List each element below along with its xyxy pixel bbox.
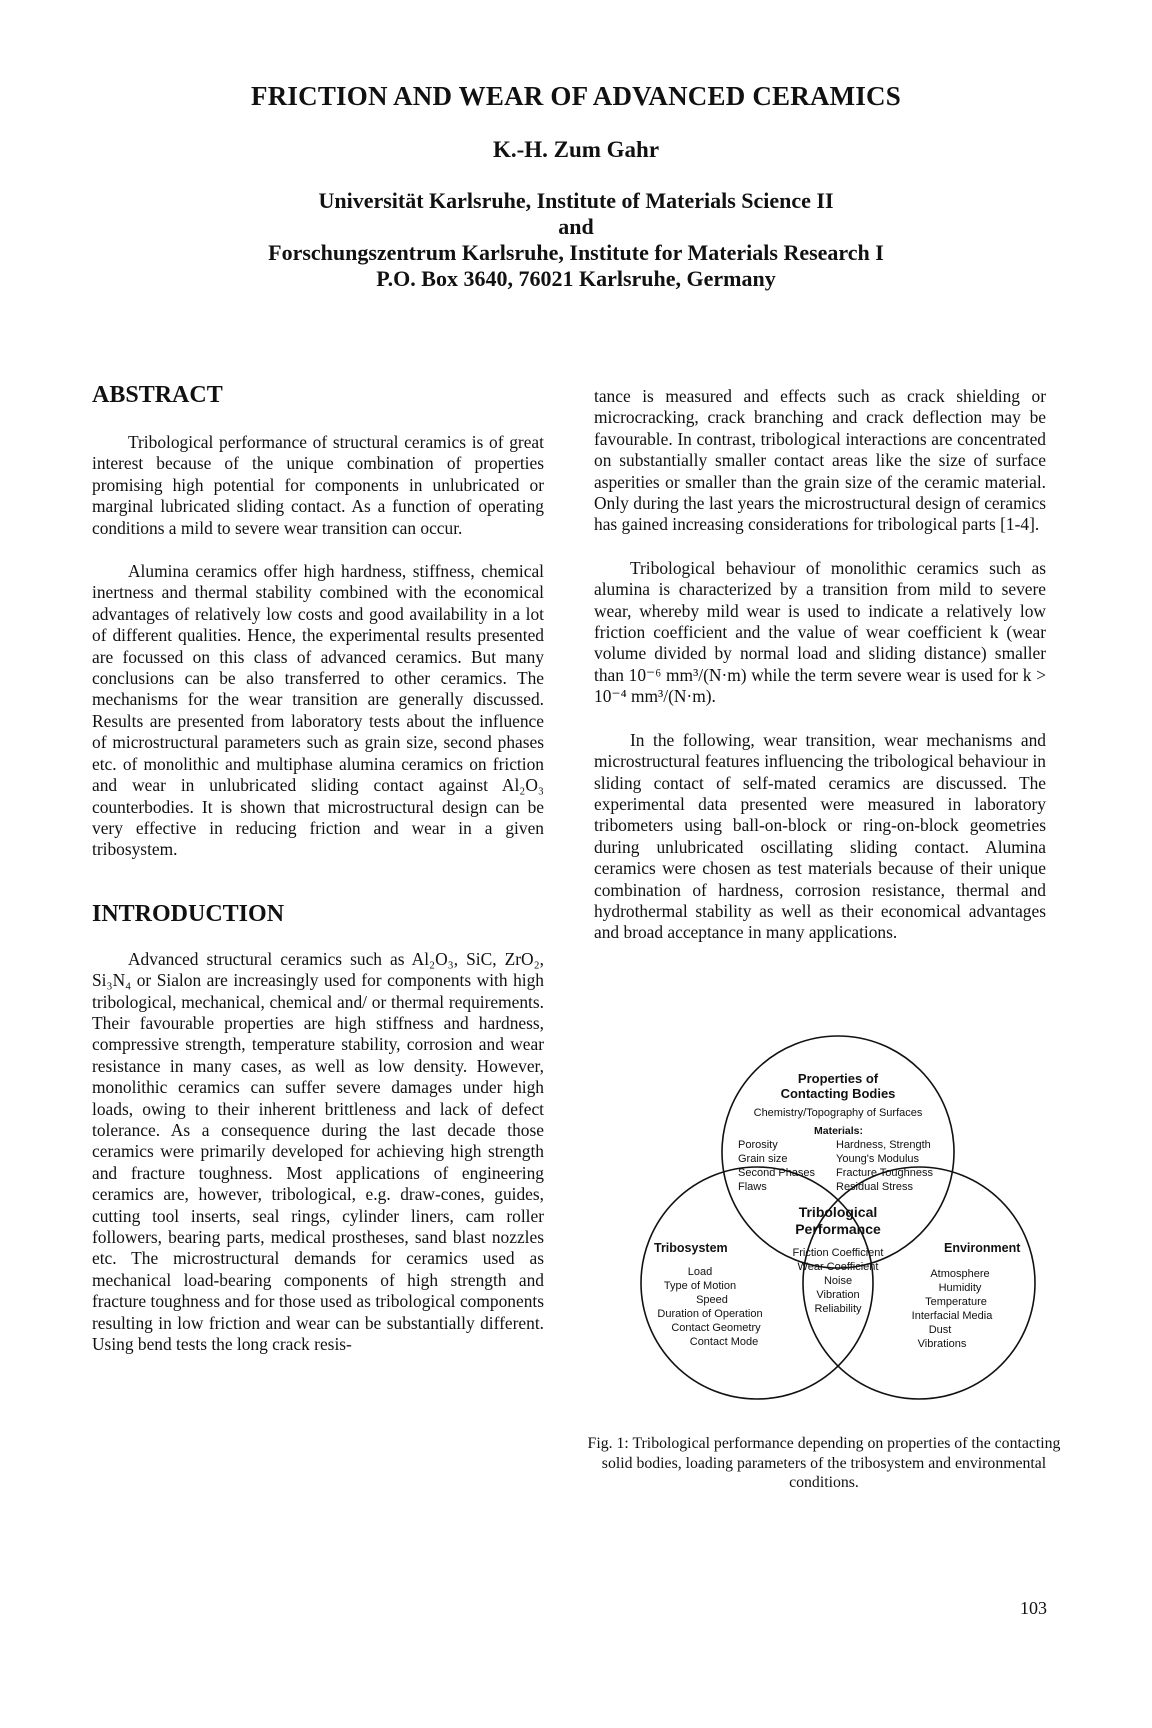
tribosystem-item: Speed (696, 1294, 728, 1306)
affiliation-line: P.O. Box 3640, 76021 Karlsruhe, Germany (376, 266, 776, 291)
environment-item: Dust (928, 1324, 952, 1336)
introduction-paragraph: Advanced structural ceramics such as Al₂O₃, SiC, ZrO₂, Si₃N₄ or Sialon are increasingly used for components with high tribological, mechanical, chemical and/ or thermal requirements. Their favourable properties are high stiffness and hardness, compressive strength, temperature stability, corrosion and wear resistance in many cases, as well as low density. However, monolithic ceramics can suffer severe damages under high loads, owing to their inherent brittleness and lack of defect tolerance. As a consequence during the last decade those ceramics were primarily developed for achieving high strength and fracture toughness. Most applications of engineering ceramics are, however, tribological, e.g. draw-cones, guides, cutting tool inserts, seal rings, cylinder liners, cam roller followers, bearing parts, medical prostheses, sand blast nozzles etc. The microstructural demands for ceramics used as mechanical load-bearing components of high strength and fracture toughness and for those used as tribological components resulting in low friction and wear can be substantially different. Using bend tests the long crack resis- (92, 948, 544, 1355)
material-item: Porosity (738, 1139, 778, 1151)
environment-item: Humidity (938, 1282, 982, 1294)
material-item: Young's Modulus (836, 1153, 920, 1165)
body-paragraph: In the following, wear transition, wear mechanisms and microstructural features influencing the tribological behaviour in sliding contact of self-mated ceramics are discussed. The experimental data presented were measured in laboratory tribometers using ball-on-block or ring-on-block geometries during unlubricated oscillating sliding contact. Alumina ceramics were chosen as test materials because of their unique combination of hardness, corrosion resistance, thermal and hydrothermal stability as well as their economical advantages and broad acceptance in many applications. (594, 729, 1046, 943)
center-item: Wear Coefficient (797, 1261, 879, 1273)
tribosystem-item: Contact Mode (689, 1336, 759, 1348)
material-item: Residual Stress (836, 1181, 914, 1193)
body-paragraph: tance is measured and effects such as crack shielding or microcracking, crack branching and crack deflection may be favourable. In contrast, tribological interactions are concentrated on substantially smaller contact areas like the size of surface asperities or smaller than the grain size of the ceramic material. Only during the last years the microstructural design of ceramics has gained increasing considerations for tribological parts [1-4]. (594, 386, 1046, 535)
tribosystem-item: Load (687, 1266, 713, 1278)
venn-diagram-svg (594, 1030, 1076, 1430)
center-item: Friction Coefficient (792, 1247, 884, 1259)
top-title-line: Contacting Bodies (780, 1086, 896, 1101)
right-title: Environment (944, 1241, 1021, 1255)
abstract-paragraph: Alumina ceramics offer high hardness, stiffness, chemical inertness and thermal stability combined with the economical advantages of relatively low costs and good availability in a lot of different qualities. Hence, the experimental results presented are focussed on this class of advanced ceramics. But many conclusions can be also transferred to other ceramics. The mechanisms for the wear transition are generally discussed. Results are presented from laboratory tests about the influence of microstructural parameters such as grain size, second phases etc. of monolithic and multiphase alumina ceramics on friction and wear in unlubricated sliding contact against Al₂O₃ counterbodies. It is shown that microstructural design can be very effective in reducing friction and wear in a given tribosystem. (92, 561, 544, 860)
top-subtitle: Chemistry/Topography of Surfaces (753, 1107, 923, 1119)
right-column (594, 386, 1046, 944)
affiliation (0, 188, 1152, 292)
affiliation-line: Forschungszentrum Karlsruhe, Institute for Materials Research I (268, 240, 884, 265)
material-item: Flaws (738, 1181, 767, 1193)
center-title-line: Tribological (798, 1204, 878, 1220)
environment-item: Atmosphere (930, 1268, 990, 1280)
figure-1-venn-diagram (594, 1030, 1076, 1500)
materials-label: Materials: (814, 1125, 864, 1137)
environment-item: Vibrations (917, 1338, 967, 1350)
top-title-line: Properties of (797, 1071, 879, 1086)
center-item: Vibration (816, 1289, 860, 1301)
center-title-line: Performance (795, 1221, 881, 1237)
affiliation-line: and (558, 214, 594, 239)
paper-title: FRICTION AND WEAR OF ADVANCED CERAMICS (251, 81, 901, 111)
tribosystem-item: Type of Motion (663, 1280, 737, 1292)
center-item: Noise (823, 1275, 853, 1287)
material-item: Second Phases (738, 1167, 816, 1179)
left-column (92, 380, 544, 1355)
left-title: Tribosystem (654, 1241, 728, 1255)
abstract-heading: ABSTRACT (92, 382, 223, 408)
introduction-heading: INTRODUCTION (92, 900, 285, 927)
page-number: 103 (1020, 1598, 1047, 1618)
material-item: Fracture Toughness (836, 1167, 934, 1179)
material-item: Grain size (738, 1153, 788, 1165)
material-item: Hardness, Strength (836, 1139, 931, 1151)
tribosystem-item: Duration of Operation (657, 1308, 763, 1320)
author: K.-H. Zum Gahr (492, 137, 660, 162)
environment-item: Interfacial Media (911, 1310, 993, 1322)
title-block (0, 78, 1152, 292)
abstract-paragraph: Tribological performance of structural ceramics is of great interest because of the unique combination of properties promising high potential for components in unlubricated or marginal lubricated sliding contact. As a function of operating conditions a mild to severe wear transition can occur. (92, 432, 544, 538)
body-paragraph: Tribological behaviour of monolithic ceramics such as alumina is characterized by a transition from mild to severe wear, whereby mild wear is used to indicate a relatively low friction coefficient and the value of wear coefficient k (wear volume divided by normal load and sliding distance) smaller than 10⁻⁶ mm³/(N·m) while the term severe wear is used for k > 10⁻⁴ mm³/(N·m). (594, 557, 1046, 707)
environment-item: Temperature (925, 1296, 987, 1308)
affiliation-line: Universität Karlsruhe, Institute of Materials Science II (318, 188, 834, 213)
center-item: Reliability (814, 1303, 862, 1315)
figure-caption: Fig. 1: Tribological performance depending on properties of the contacting solid bodies, loading parameters of the tribosystem and environmental conditions. (587, 1435, 1061, 1491)
tribosystem-item: Contact Geometry (671, 1322, 761, 1334)
